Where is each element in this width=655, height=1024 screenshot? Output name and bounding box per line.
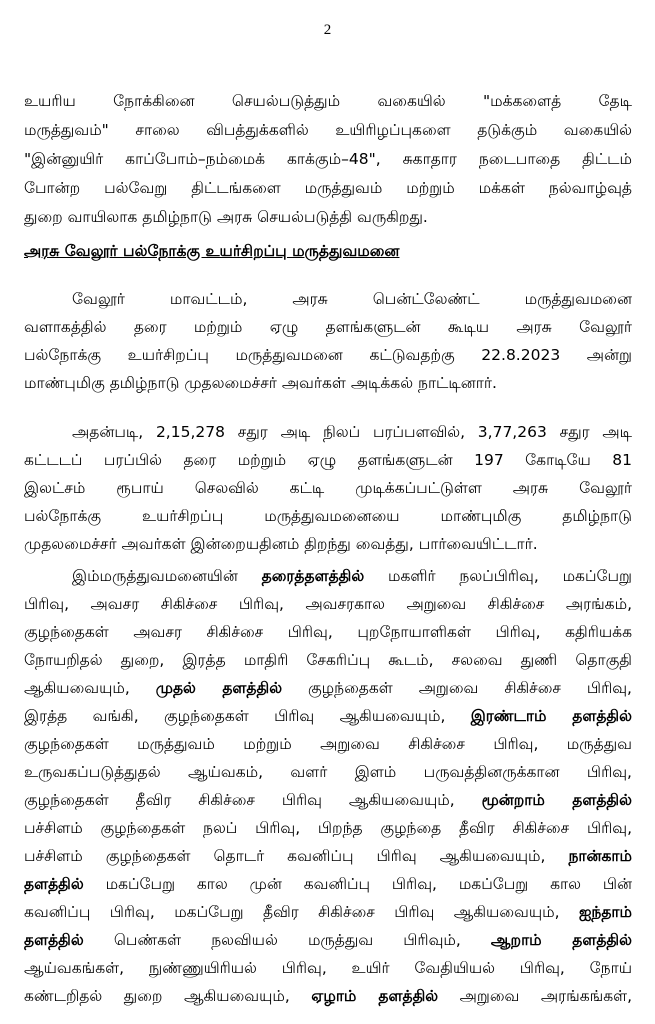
text-run: ஆகியவையும், [24, 679, 156, 697]
paragraph-2-line: மாண்புமிகு தமிழ்நாடு முதலமைச்சர் அவர்கள் அடிக்கல் நாட்டினார். [24, 374, 497, 392]
text-run: இரத்த வங்கி, குழந்தைகள் பிரிவு ஆகியவையும், [24, 707, 471, 725]
paragraph-4-line [24, 845, 632, 867]
section-heading: அரசு வேலூர் பல்நோக்கு உயர்சிறப்பு மருத்துவமனை [24, 242, 400, 260]
floor-label: ஏழாம் தளத்தில் [311, 987, 439, 1005]
text-run: அறுவை அரங்கங்கள், [438, 987, 633, 1005]
text-run: மகப்பேறு கால முன் கவனிப்பு பிரிவு, மகப்பேறு கால பின் [83, 875, 632, 893]
paragraph-3-line: அதன்படி, 2,15,278 சதுர அடி நிலப் பரப்பளவில், 3,77,263 சதுர அடி [72, 423, 632, 441]
text-run: கண்டறிதல் துறை ஆகியவையும், [24, 987, 312, 1005]
paragraph-4-line: உருவகப்படுத்துதல் ஆய்வகம், வளர் இளம் பருவத்தினருக்கான பிரிவு, [24, 763, 632, 781]
floor-label: நான்காம் [568, 847, 632, 865]
text-run: இம்மருத்துவமனையின் [72, 567, 262, 585]
text-run: குழந்தைகள் தீவிர சிகிச்சை பிரிவு ஆகியவையும், [24, 791, 482, 809]
paragraph-1-line: "இன்னுயிர் காப்போம்–நம்மைக் காக்கும்–48", சுகாதார நடைபாதை திட்டம் [24, 150, 632, 168]
floor-label: ஆறாம் தளத்தில் [490, 931, 632, 949]
paragraph-3-line: முதலமைச்சர் அவர்கள் இன்றையதினம் திறந்து வைத்து, பார்வையிட்டார். [24, 535, 538, 553]
paragraph-4-line [24, 873, 632, 895]
paragraph-4-line [24, 901, 632, 923]
floor-label: தளத்தில் [24, 931, 84, 949]
text-run: கவனிப்பு பிரிவு, மகப்பேறு தீவிர சிகிச்சை பிரிவு ஆகியவையும், [24, 903, 579, 921]
floor-label: ஐந்தாம் [578, 903, 632, 921]
text-run: பெண்கள் நலவியல் மருத்துவ பிரிவும், [83, 931, 491, 949]
paragraph-1-line: மருத்துவம்" சாலை விபத்துக்களில் உயிரிழப்புகளை தடுக்கும் வகையில் [24, 121, 632, 139]
paragraph-1-line: துறை வாயிலாக தமிழ்நாடு அரசு செயல்படுத்தி வருகிறது. [24, 208, 428, 226]
text-run: மகளிர் நலப்பிரிவு, மகப்பேறு [364, 567, 633, 585]
paragraph-4-line [24, 705, 632, 727]
paragraph-4-line [24, 985, 632, 1007]
floor-label: மூன்றாம் தளத்தில் [481, 791, 632, 809]
paragraph-4-line: குழந்தைகள் அவசர சிகிச்சை பிரிவு, புறநோயாளிகள் பிரிவு, கதிரியக்க [24, 623, 632, 641]
paragraph-4-line [24, 929, 632, 951]
paragraph-4-line: பிரிவு, அவசர சிகிச்சை பிரிவு, அவசரகால அறுவை சிகிச்சை அரங்கம், [24, 595, 632, 613]
floor-label: முதல் தளத்தில் [155, 679, 283, 697]
paragraph-4-line [24, 677, 632, 699]
paragraph-4-line: குழந்தைகள் மருத்துவம் மற்றும் அறுவை சிகிச்சை பிரிவு, மருத்துவ [24, 735, 632, 753]
floor-label: இரண்டாம் தளத்தில் [470, 707, 632, 725]
paragraph-3-line: இலட்சம் ரூபாய் செலவில் கட்டி முடிக்கப்பட்டுள்ள அரசு வேலூர் [24, 479, 632, 497]
paragraph-4-line [24, 789, 632, 811]
paragraph-4-line: நோயறிதல் துறை, இரத்த மாதிரி சேகரிப்பு கூடம், சலவை துணி தொகுதி [24, 651, 632, 669]
page-number: 2 [323, 22, 332, 38]
paragraph-4-line: ஆய்வகங்கள், நுண்ணுயிரியல் பிரிவு, உயிர் வேதியியல் பிரிவு, நோய் [24, 959, 632, 977]
paragraph-2-line: வேலூர் மாவட்டம், அரசு பென்ட்லேண்ட் மருத்துவமனை [72, 290, 632, 308]
floor-label: தரைத்தளத்தில் [261, 567, 365, 585]
paragraph-4-line: பச்சிளம் குழந்தைகள் நலப் பிரிவு, பிறந்த குழந்தை தீவிர சிகிச்சை பிரிவு, [24, 819, 632, 837]
paragraph-2-line: வளாகத்தில் தரை மற்றும் ஏழு தளங்களுடன் கூடிய அரசு வேலூர் [24, 318, 632, 336]
paragraph-3-line: கட்டடப் பரப்பில் தரை மற்றும் ஏழு தளங்களுடன் 197 கோடியே 81 [24, 451, 632, 469]
paragraph-1-line: உயரிய நோக்கினை செயல்படுத்தும் வகையில் "மக்களைத் தேடி [24, 92, 632, 110]
paragraph-3-line: பல்நோக்கு உயர்சிறப்பு மருத்துவமனையை மாண்புமிகு தமிழ்நாடு [24, 507, 632, 525]
paragraph-4-line [72, 565, 632, 587]
text-run: பச்சிளம் குழந்தைகள் தொடர் கவனிப்பு பிரிவு ஆகியவையும், [24, 847, 569, 865]
paragraph-2-line: பல்நோக்கு உயர்சிறப்பு மருத்துவமனை கட்டுவதற்கு 22.8.2023 அன்று [24, 346, 632, 364]
paragraph-1-line: போன்ற பல்வேறு திட்டங்களை மருத்துவம் மற்றும் மக்கள் நல்வாழ்வுத் [24, 179, 632, 197]
text-run: குழந்தைகள் அறுவை சிகிச்சை பிரிவு, [282, 679, 632, 697]
floor-label: தளத்தில் [24, 875, 84, 893]
